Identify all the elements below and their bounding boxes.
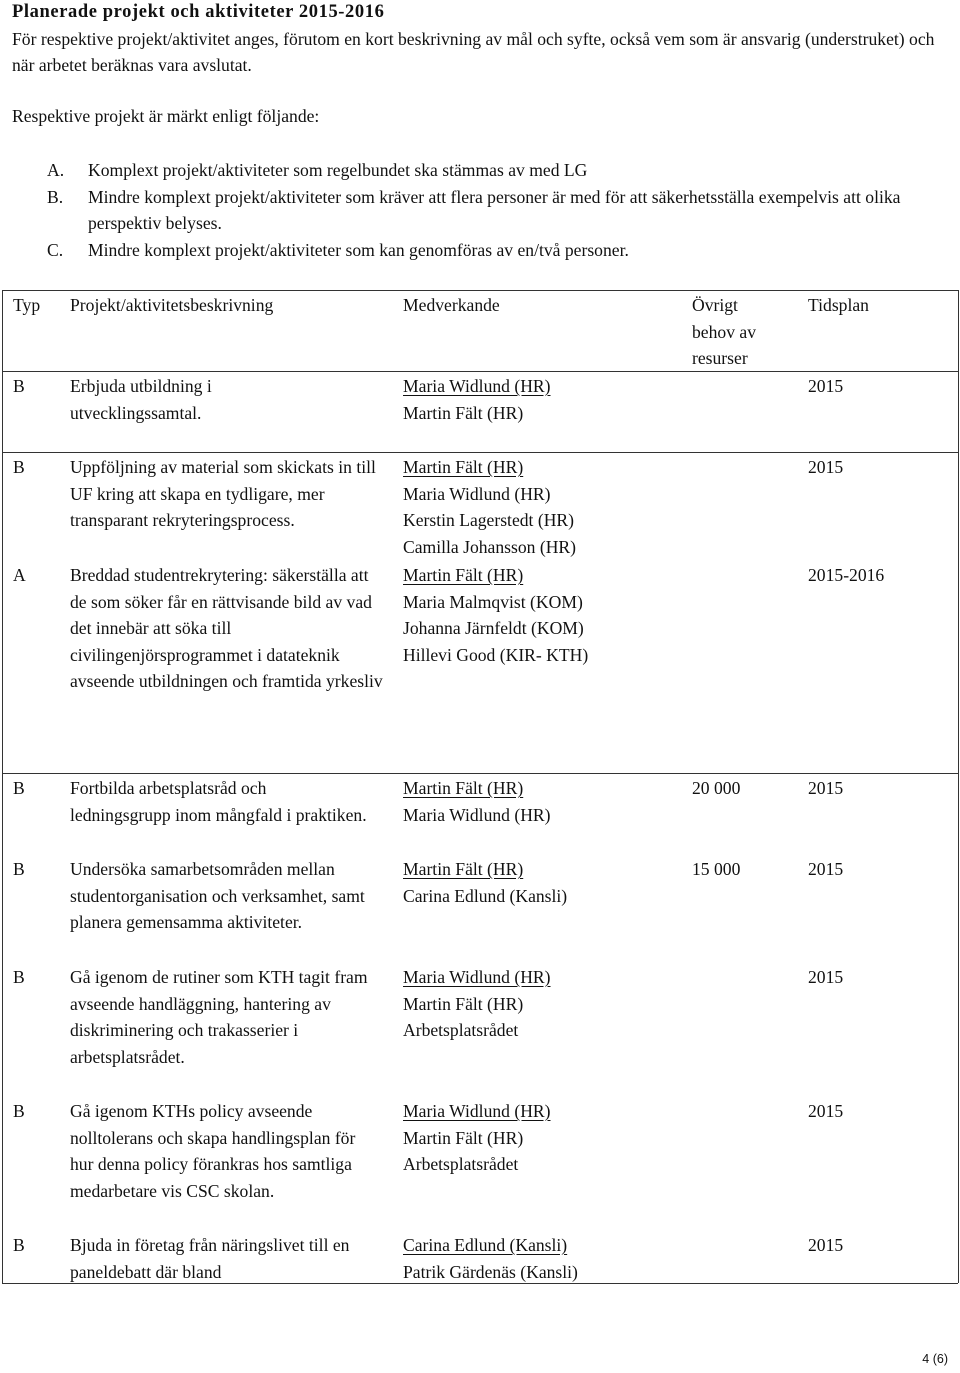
intro-paragraph: För respektive projekt/aktivitet anges, förutom en kort beskrivning av mål och syfte, också vem som är ansvarig (understruket) och när arbetet beräknas vara avslutat.	[12, 29, 935, 75]
row-description: Bjuda in företag från näringslivet till en paneldebatt där bland	[70, 1235, 350, 1282]
participant: Arbetsplatsrådet	[403, 1020, 519, 1041]
row-participants	[403, 1098, 683, 1178]
page-number: 4 (6)	[922, 1352, 948, 1366]
row-schedule: 2015-2016	[808, 565, 885, 585]
participant: Carina Edlund (Kansli)	[403, 885, 568, 906]
header-typ: Typ	[13, 295, 41, 315]
row-schedule: 2015	[808, 967, 844, 987]
participant: Patrik Gärdenäs (Kansli)	[403, 1261, 578, 1282]
header-participants: Medverkande	[403, 295, 500, 315]
participant: Kerstin Lagerstedt (HR)	[403, 510, 574, 531]
row-description: Breddad studentrekrytering: säkerställa att de som söker får en rättvisande bild av vad det innebär att söka till civilingenjörsprogrammet i datateknik avseende utbildningen och framtida yrkesliv	[70, 565, 383, 692]
participant: Maria Malmqvist (KOM)	[403, 591, 583, 612]
row-participants	[403, 373, 683, 426]
participant: Hillevi Good (KIR- KTH)	[403, 644, 589, 665]
row-participants	[403, 1232, 683, 1285]
table-row-divider	[2, 773, 958, 774]
participant: Arbetsplatsrådet	[403, 1154, 519, 1175]
row-participants	[403, 856, 683, 909]
participant: Maria Widlund (HR)	[403, 483, 551, 504]
legend-letter: B.	[47, 186, 64, 207]
row-type: B	[13, 1101, 25, 1121]
row-type: B	[13, 859, 25, 879]
legend-item	[47, 157, 947, 184]
row-schedule: 2015	[808, 457, 844, 477]
legend-text: Mindre komplext projekt/aktiviteter som kan genomföras av en/två personer.	[88, 239, 629, 260]
row-resources: 20 000	[692, 778, 741, 798]
row-type: B	[13, 376, 25, 396]
table-border-right	[958, 290, 959, 1283]
row-participants	[403, 454, 683, 560]
row-type: B	[13, 1235, 25, 1255]
participant: Camilla Johansson (HR)	[403, 536, 576, 557]
row-type: B	[13, 778, 25, 798]
header-schedule: Tidsplan	[808, 295, 869, 315]
row-participants	[403, 775, 683, 828]
table-row-divider	[2, 371, 958, 372]
row-type: B	[13, 967, 25, 987]
row-schedule: 2015	[808, 1101, 844, 1121]
row-schedule: 2015	[808, 1235, 844, 1255]
responsible-person: Martin Fält (HR)	[403, 565, 524, 585]
row-schedule: 2015	[808, 778, 844, 798]
responsible-person: Carina Edlund (Kansli)	[403, 1235, 568, 1255]
row-description: Fortbilda arbetsplatsråd och ledningsgrupp inom mångfald i praktiken.	[70, 778, 367, 825]
row-description: Gå igenom KTHs policy avseende nolltolerans och skapa handlingsplan för hur denna policy förankras hos samtliga medarbetare vis CSC skolan.	[70, 1101, 356, 1201]
row-schedule: 2015	[808, 376, 844, 396]
responsible-person: Maria Widlund (HR)	[403, 1101, 551, 1121]
responsible-person: Martin Fält (HR)	[403, 457, 524, 477]
legend-letter: A.	[47, 160, 65, 180]
row-description: Uppföljning av material som skickats in till UF kring att skapa en tydligare, mer transparant rekryteringsprocess.	[70, 457, 376, 531]
participant: Martin Fält (HR)	[403, 402, 524, 423]
page-title: Planerade projekt och aktiviteter 2015-2016	[12, 2, 385, 22]
participant: Johanna Järnfeldt (KOM)	[403, 618, 584, 639]
legend-intro: Respektive projekt är märkt enligt följande:	[12, 106, 320, 126]
row-description: Gå igenom de rutiner som KTH tagit fram avseende handläggning, hantering av diskriminering och trakasserier i arbetsplatsrådet.	[70, 967, 368, 1067]
legend-item	[47, 184, 947, 237]
header-description: Projekt/aktivitetsbeskrivning	[70, 295, 274, 315]
participant: Martin Fält (HR)	[403, 1127, 524, 1148]
legend-text: Komplext projekt/aktiviteter som regelbundet ska stämmas av med LG	[88, 160, 588, 180]
responsible-person: Martin Fält (HR)	[403, 778, 524, 798]
row-participants	[403, 964, 683, 1044]
legend-letter: C.	[47, 239, 64, 260]
responsible-person: Martin Fält (HR)	[403, 859, 524, 879]
row-participants	[403, 562, 683, 668]
table-row-divider	[2, 452, 958, 453]
responsible-person: Maria Widlund (HR)	[403, 967, 551, 987]
row-description: Erbjuda utbildning i utvecklingssamtal.	[70, 376, 212, 423]
header-resources: Övrigt behov av resurser	[692, 295, 757, 369]
row-type: A	[13, 565, 26, 585]
participant: Maria Widlund (HR)	[403, 804, 551, 825]
legend-item	[47, 237, 947, 264]
table-border-left	[2, 290, 3, 1283]
row-resources: 15 000	[692, 859, 741, 879]
row-schedule: 2015	[808, 859, 844, 879]
legend-list	[47, 157, 947, 263]
legend-text: Mindre komplext projekt/aktiviteter som kräver att flera personer är med för att säkerhetsställa exempelvis att olika perspektiv belyses.	[88, 186, 901, 233]
row-type: B	[13, 457, 25, 477]
row-description: Undersöka samarbetsområden mellan studentorganisation och verksamhet, samt planera gemensamma aktiviteter.	[70, 859, 365, 933]
table-border-top	[2, 290, 958, 291]
participant: Martin Fält (HR)	[403, 993, 524, 1014]
responsible-person: Maria Widlund (HR)	[403, 376, 551, 396]
